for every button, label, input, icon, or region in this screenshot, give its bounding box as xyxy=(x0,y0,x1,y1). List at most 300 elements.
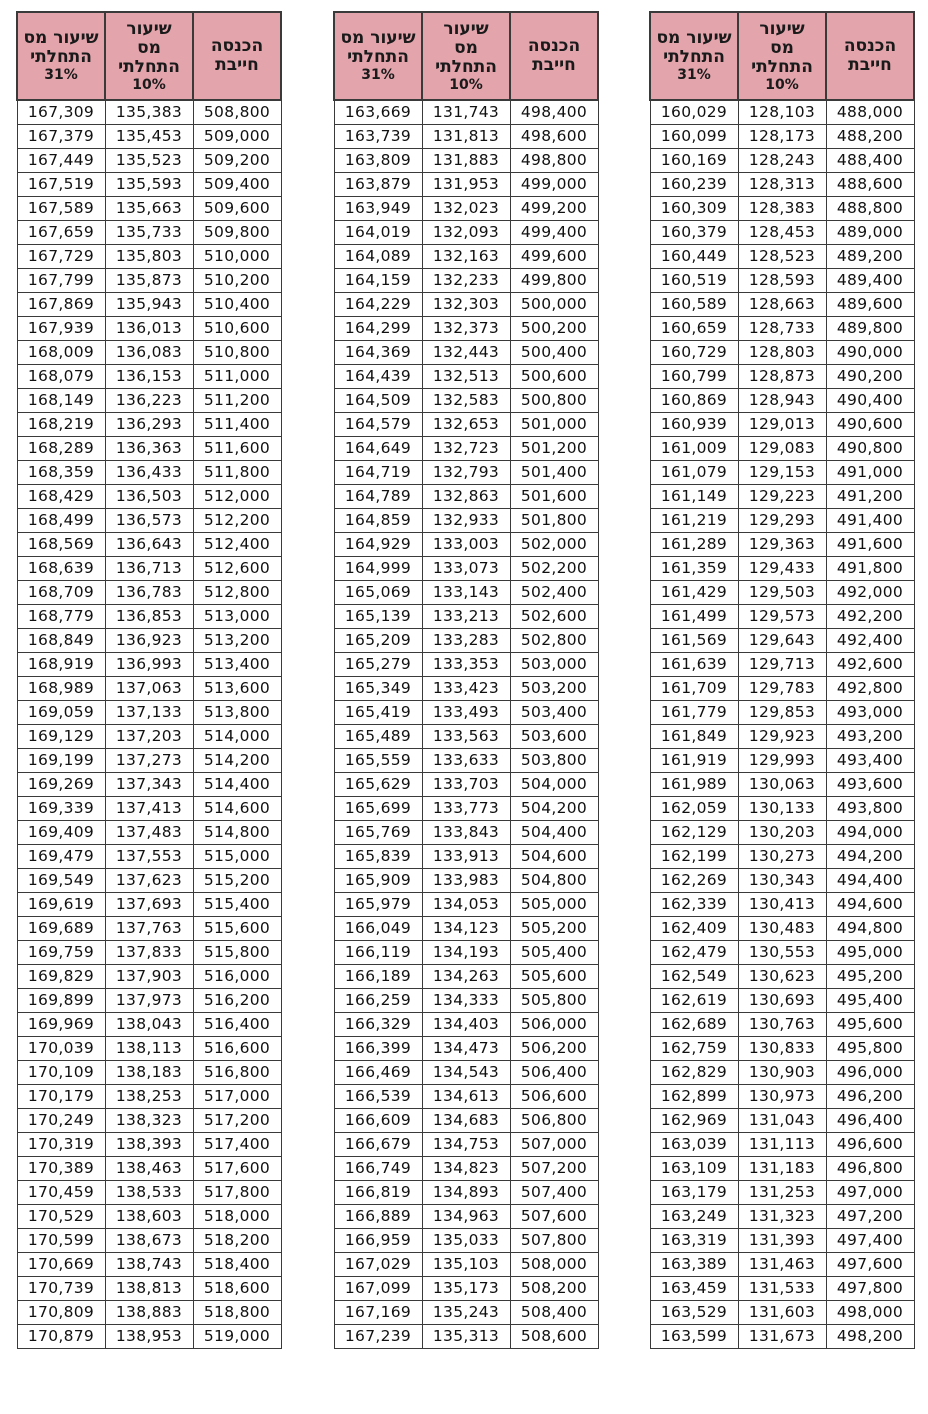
table-row xyxy=(17,293,281,317)
cell-taxable-income: 507,800 xyxy=(510,1229,598,1253)
table-row xyxy=(650,1205,914,1229)
cell-taxable-income: 513,400 xyxy=(193,653,281,677)
cell-initial-tax-10: 131,813 xyxy=(422,125,510,149)
table-row xyxy=(334,413,598,437)
cell-taxable-income: 491,600 xyxy=(826,533,914,557)
cell-taxable-income: 499,200 xyxy=(510,197,598,221)
table-row xyxy=(334,1157,598,1181)
cell-initial-tax-31: 163,249 xyxy=(650,1205,738,1229)
cell-taxable-income: 492,200 xyxy=(826,605,914,629)
cell-initial-tax-10: 135,243 xyxy=(422,1301,510,1325)
cell-taxable-income: 510,000 xyxy=(193,245,281,269)
table-row xyxy=(17,1013,281,1037)
cell-taxable-income: 513,200 xyxy=(193,629,281,653)
cell-initial-tax-10: 133,843 xyxy=(422,821,510,845)
cell-taxable-income: 506,200 xyxy=(510,1037,598,1061)
cell-taxable-income: 504,600 xyxy=(510,845,598,869)
cell-taxable-income: 498,400 xyxy=(510,100,598,125)
cell-initial-tax-10: 135,453 xyxy=(105,125,193,149)
cell-initial-tax-10: 135,943 xyxy=(105,293,193,317)
cell-initial-tax-31: 161,989 xyxy=(650,773,738,797)
header-line: התחלתי xyxy=(118,56,180,77)
table-row xyxy=(17,749,281,773)
cell-initial-tax-31: 164,999 xyxy=(334,557,422,581)
cell-taxable-income: 496,400 xyxy=(826,1109,914,1133)
cell-initial-tax-31: 160,029 xyxy=(650,100,738,125)
table-row xyxy=(650,1013,914,1037)
cell-initial-tax-31: 163,669 xyxy=(334,100,422,125)
table-row xyxy=(650,173,914,197)
header-line: שיעור xyxy=(443,18,489,39)
cell-initial-tax-10: 130,063 xyxy=(738,773,826,797)
cell-initial-tax-10: 136,713 xyxy=(105,557,193,581)
cell-taxable-income: 509,200 xyxy=(193,149,281,173)
cell-initial-tax-31: 164,509 xyxy=(334,389,422,413)
table-row xyxy=(334,1013,598,1037)
cell-initial-tax-31: 170,809 xyxy=(17,1301,105,1325)
cell-initial-tax-10: 134,963 xyxy=(422,1205,510,1229)
table-body xyxy=(17,100,281,1349)
cell-taxable-income: 489,200 xyxy=(826,245,914,269)
cell-initial-tax-31: 165,419 xyxy=(334,701,422,725)
cell-initial-tax-31: 164,929 xyxy=(334,533,422,557)
cell-initial-tax-31: 166,609 xyxy=(334,1109,422,1133)
header-initial-tax-10 xyxy=(422,12,510,100)
table-row xyxy=(334,1205,598,1229)
cell-initial-tax-31: 169,409 xyxy=(17,821,105,845)
cell-taxable-income: 502,000 xyxy=(510,533,598,557)
cell-initial-tax-31: 161,709 xyxy=(650,677,738,701)
cell-initial-tax-10: 131,743 xyxy=(422,100,510,125)
table-row xyxy=(650,1301,914,1325)
table-row xyxy=(17,1037,281,1061)
cell-initial-tax-31: 162,199 xyxy=(650,845,738,869)
cell-taxable-income: 512,600 xyxy=(193,557,281,581)
cell-initial-tax-10: 135,733 xyxy=(105,221,193,245)
cell-initial-tax-31: 160,659 xyxy=(650,317,738,341)
table-row xyxy=(334,917,598,941)
cell-initial-tax-31: 162,759 xyxy=(650,1037,738,1061)
table-row xyxy=(334,245,598,269)
cell-taxable-income: 509,800 xyxy=(193,221,281,245)
cell-initial-tax-31: 160,379 xyxy=(650,221,738,245)
header-line: שיעור מס xyxy=(23,28,99,48)
cell-initial-tax-10: 134,263 xyxy=(422,965,510,989)
cell-initial-tax-10: 129,503 xyxy=(738,581,826,605)
cell-initial-tax-10: 138,043 xyxy=(105,1013,193,1037)
cell-taxable-income: 515,800 xyxy=(193,941,281,965)
cell-initial-tax-31: 161,359 xyxy=(650,557,738,581)
table-row xyxy=(334,749,598,773)
header-line: חייבת xyxy=(848,55,892,75)
cell-initial-tax-31: 161,569 xyxy=(650,629,738,653)
cell-initial-tax-31: 166,889 xyxy=(334,1205,422,1229)
table-row xyxy=(650,965,914,989)
cell-initial-tax-31: 170,599 xyxy=(17,1229,105,1253)
cell-initial-tax-10: 129,573 xyxy=(738,605,826,629)
cell-taxable-income: 519,000 xyxy=(193,1325,281,1349)
cell-initial-tax-31: 167,869 xyxy=(17,293,105,317)
cell-initial-tax-10: 128,803 xyxy=(738,341,826,365)
cell-initial-tax-31: 168,709 xyxy=(17,581,105,605)
cell-taxable-income: 518,600 xyxy=(193,1277,281,1301)
cell-initial-tax-31: 169,619 xyxy=(17,893,105,917)
table-row xyxy=(334,869,598,893)
cell-initial-tax-10: 135,523 xyxy=(105,149,193,173)
cell-taxable-income: 505,800 xyxy=(510,989,598,1013)
cell-taxable-income: 499,000 xyxy=(510,173,598,197)
table-row xyxy=(650,461,914,485)
cell-taxable-income: 492,600 xyxy=(826,653,914,677)
table-row xyxy=(17,365,281,389)
cell-initial-tax-31: 167,519 xyxy=(17,173,105,197)
cell-initial-tax-10: 129,993 xyxy=(738,749,826,773)
table-row xyxy=(17,100,281,125)
cell-initial-tax-10: 128,453 xyxy=(738,221,826,245)
cell-taxable-income: 518,000 xyxy=(193,1205,281,1229)
header-percent: 10% xyxy=(132,76,166,93)
table-row xyxy=(334,989,598,1013)
cell-taxable-income: 498,000 xyxy=(826,1301,914,1325)
table-row xyxy=(334,389,598,413)
table-row xyxy=(334,100,598,125)
cell-initial-tax-31: 165,279 xyxy=(334,653,422,677)
cell-initial-tax-10: 129,783 xyxy=(738,677,826,701)
table-row xyxy=(17,965,281,989)
table-row xyxy=(334,509,598,533)
cell-initial-tax-31: 167,099 xyxy=(334,1277,422,1301)
cell-initial-tax-10: 137,483 xyxy=(105,821,193,845)
cell-initial-tax-10: 133,213 xyxy=(422,605,510,629)
cell-initial-tax-31: 161,289 xyxy=(650,533,738,557)
cell-initial-tax-31: 170,879 xyxy=(17,1325,105,1349)
table-row xyxy=(334,845,598,869)
cell-initial-tax-31: 161,779 xyxy=(650,701,738,725)
cell-initial-tax-10: 130,133 xyxy=(738,797,826,821)
cell-initial-tax-10: 131,463 xyxy=(738,1253,826,1277)
cell-taxable-income: 497,000 xyxy=(826,1181,914,1205)
table-row xyxy=(650,1325,914,1349)
table-row xyxy=(17,317,281,341)
cell-initial-tax-31: 166,329 xyxy=(334,1013,422,1037)
cell-taxable-income: 489,000 xyxy=(826,221,914,245)
cell-initial-tax-10: 135,173 xyxy=(422,1277,510,1301)
cell-initial-tax-10: 134,613 xyxy=(422,1085,510,1109)
cell-taxable-income: 502,800 xyxy=(510,629,598,653)
table-row xyxy=(17,1325,281,1349)
cell-taxable-income: 516,000 xyxy=(193,965,281,989)
cell-taxable-income: 493,000 xyxy=(826,701,914,725)
cell-initial-tax-31: 170,179 xyxy=(17,1085,105,1109)
cell-initial-tax-31: 167,939 xyxy=(17,317,105,341)
table-row xyxy=(17,557,281,581)
table-row xyxy=(17,845,281,869)
cell-initial-tax-10: 137,623 xyxy=(105,869,193,893)
cell-taxable-income: 500,000 xyxy=(510,293,598,317)
cell-initial-tax-10: 138,113 xyxy=(105,1037,193,1061)
cell-initial-tax-31: 168,359 xyxy=(17,461,105,485)
cell-initial-tax-31: 165,559 xyxy=(334,749,422,773)
cell-initial-tax-10: 134,193 xyxy=(422,941,510,965)
table-row xyxy=(334,125,598,149)
cell-taxable-income: 504,000 xyxy=(510,773,598,797)
header-line: שיעור מס xyxy=(340,28,416,48)
table-row xyxy=(650,749,914,773)
table-row xyxy=(17,701,281,725)
table-row xyxy=(650,509,914,533)
cell-taxable-income: 502,200 xyxy=(510,557,598,581)
table-row xyxy=(17,245,281,269)
cell-initial-tax-31: 164,159 xyxy=(334,269,422,293)
cell-taxable-income: 501,400 xyxy=(510,461,598,485)
cell-initial-tax-31: 167,239 xyxy=(334,1325,422,1349)
table-row xyxy=(334,1253,598,1277)
cell-initial-tax-31: 163,109 xyxy=(650,1157,738,1181)
cell-taxable-income: 491,200 xyxy=(826,485,914,509)
cell-initial-tax-10: 138,603 xyxy=(105,1205,193,1229)
cell-initial-tax-31: 168,429 xyxy=(17,485,105,509)
cell-taxable-income: 511,400 xyxy=(193,413,281,437)
table-row xyxy=(17,629,281,653)
cell-initial-tax-10: 130,553 xyxy=(738,941,826,965)
cell-taxable-income: 498,600 xyxy=(510,125,598,149)
cell-taxable-income: 512,400 xyxy=(193,533,281,557)
cell-initial-tax-10: 130,763 xyxy=(738,1013,826,1037)
cell-taxable-income: 515,000 xyxy=(193,845,281,869)
cell-initial-tax-10: 136,433 xyxy=(105,461,193,485)
table-row xyxy=(650,917,914,941)
cell-taxable-income: 495,200 xyxy=(826,965,914,989)
cell-taxable-income: 500,800 xyxy=(510,389,598,413)
table-row xyxy=(334,533,598,557)
tax-table-left xyxy=(16,11,282,1349)
cell-taxable-income: 492,800 xyxy=(826,677,914,701)
cell-initial-tax-10: 135,593 xyxy=(105,173,193,197)
cell-initial-tax-10: 133,563 xyxy=(422,725,510,749)
cell-initial-tax-31: 160,939 xyxy=(650,413,738,437)
cell-initial-tax-10: 137,973 xyxy=(105,989,193,1013)
table-row xyxy=(17,1277,281,1301)
cell-initial-tax-10: 132,023 xyxy=(422,197,510,221)
cell-initial-tax-10: 129,223 xyxy=(738,485,826,509)
table-body xyxy=(334,100,598,1349)
table-row xyxy=(17,1061,281,1085)
cell-initial-tax-31: 163,389 xyxy=(650,1253,738,1277)
cell-initial-tax-10: 132,793 xyxy=(422,461,510,485)
table-row xyxy=(17,941,281,965)
cell-initial-tax-31: 164,719 xyxy=(334,461,422,485)
cell-initial-tax-31: 163,529 xyxy=(650,1301,738,1325)
cell-initial-tax-10: 130,343 xyxy=(738,869,826,893)
cell-initial-tax-10: 134,683 xyxy=(422,1109,510,1133)
table-row xyxy=(650,125,914,149)
table-row xyxy=(334,221,598,245)
cell-taxable-income: 508,800 xyxy=(193,100,281,125)
cell-initial-tax-10: 136,083 xyxy=(105,341,193,365)
cell-initial-tax-10: 133,003 xyxy=(422,533,510,557)
cell-initial-tax-31: 163,809 xyxy=(334,149,422,173)
cell-taxable-income: 492,400 xyxy=(826,629,914,653)
cell-initial-tax-31: 168,499 xyxy=(17,509,105,533)
cell-initial-tax-10: 130,693 xyxy=(738,989,826,1013)
cell-initial-tax-31: 163,879 xyxy=(334,173,422,197)
table-row xyxy=(334,1277,598,1301)
cell-initial-tax-31: 162,129 xyxy=(650,821,738,845)
cell-initial-tax-10: 129,153 xyxy=(738,461,826,485)
cell-taxable-income: 511,200 xyxy=(193,389,281,413)
cell-initial-tax-31: 165,349 xyxy=(334,677,422,701)
cell-initial-tax-31: 161,499 xyxy=(650,605,738,629)
cell-taxable-income: 516,800 xyxy=(193,1061,281,1085)
cell-initial-tax-10: 132,863 xyxy=(422,485,510,509)
cell-initial-tax-31: 160,869 xyxy=(650,389,738,413)
cell-initial-tax-10: 132,933 xyxy=(422,509,510,533)
table-row xyxy=(334,821,598,845)
cell-initial-tax-31: 162,479 xyxy=(650,941,738,965)
cell-taxable-income: 494,800 xyxy=(826,917,914,941)
cell-initial-tax-31: 162,899 xyxy=(650,1085,738,1109)
cell-taxable-income: 509,400 xyxy=(193,173,281,197)
cell-initial-tax-10: 137,413 xyxy=(105,797,193,821)
cell-taxable-income: 488,000 xyxy=(826,100,914,125)
cell-taxable-income: 515,400 xyxy=(193,893,281,917)
table-row xyxy=(334,1229,598,1253)
table-row xyxy=(334,1109,598,1133)
header-percent: 31% xyxy=(677,67,711,83)
cell-initial-tax-10: 131,253 xyxy=(738,1181,826,1205)
table-row xyxy=(334,437,598,461)
cell-initial-tax-10: 128,173 xyxy=(738,125,826,149)
cell-initial-tax-31: 168,149 xyxy=(17,389,105,413)
cell-initial-tax-31: 162,269 xyxy=(650,869,738,893)
cell-initial-tax-31: 169,339 xyxy=(17,797,105,821)
cell-initial-tax-10: 129,083 xyxy=(738,437,826,461)
header-line: הכנסה xyxy=(527,36,581,56)
cell-initial-tax-31: 167,029 xyxy=(334,1253,422,1277)
header-initial-tax-10 xyxy=(105,12,193,100)
table-row xyxy=(334,173,598,197)
cell-initial-tax-10: 136,853 xyxy=(105,605,193,629)
cell-initial-tax-10: 138,673 xyxy=(105,1229,193,1253)
cell-taxable-income: 497,200 xyxy=(826,1205,914,1229)
cell-taxable-income: 515,200 xyxy=(193,869,281,893)
cell-initial-tax-10: 129,363 xyxy=(738,533,826,557)
cell-initial-tax-31: 164,019 xyxy=(334,221,422,245)
cell-taxable-income: 511,600 xyxy=(193,437,281,461)
header-line: התחלתי xyxy=(347,47,409,67)
table-row xyxy=(334,1133,598,1157)
cell-initial-tax-31: 164,229 xyxy=(334,293,422,317)
cell-initial-tax-31: 167,729 xyxy=(17,245,105,269)
cell-initial-tax-10: 136,293 xyxy=(105,413,193,437)
table-row xyxy=(650,485,914,509)
cell-initial-tax-31: 164,439 xyxy=(334,365,422,389)
cell-initial-tax-31: 169,689 xyxy=(17,917,105,941)
cell-initial-tax-31: 165,209 xyxy=(334,629,422,653)
cell-initial-tax-31: 164,789 xyxy=(334,485,422,509)
cell-taxable-income: 503,600 xyxy=(510,725,598,749)
cell-initial-tax-31: 160,449 xyxy=(650,245,738,269)
table-row xyxy=(17,197,281,221)
cell-initial-tax-10: 137,063 xyxy=(105,677,193,701)
cell-initial-tax-10: 130,623 xyxy=(738,965,826,989)
header-taxable-income xyxy=(193,12,281,100)
cell-taxable-income: 510,400 xyxy=(193,293,281,317)
cell-taxable-income: 507,600 xyxy=(510,1205,598,1229)
cell-taxable-income: 518,200 xyxy=(193,1229,281,1253)
cell-initial-tax-10: 133,913 xyxy=(422,845,510,869)
cell-taxable-income: 490,600 xyxy=(826,413,914,437)
table-row xyxy=(334,725,598,749)
cell-taxable-income: 500,200 xyxy=(510,317,598,341)
cell-taxable-income: 488,800 xyxy=(826,197,914,221)
cell-initial-tax-10: 132,653 xyxy=(422,413,510,437)
table-row xyxy=(650,653,914,677)
cell-taxable-income: 513,800 xyxy=(193,701,281,725)
cell-initial-tax-10: 133,773 xyxy=(422,797,510,821)
table-header xyxy=(334,12,598,100)
table-header xyxy=(650,12,914,100)
cell-initial-tax-10: 137,133 xyxy=(105,701,193,725)
table-row xyxy=(334,773,598,797)
cell-initial-tax-10: 130,833 xyxy=(738,1037,826,1061)
cell-initial-tax-31: 170,669 xyxy=(17,1253,105,1277)
cell-initial-tax-10: 138,393 xyxy=(105,1133,193,1157)
cell-initial-tax-31: 164,089 xyxy=(334,245,422,269)
table-row xyxy=(334,1181,598,1205)
cell-taxable-income: 503,200 xyxy=(510,677,598,701)
cell-initial-tax-10: 136,783 xyxy=(105,581,193,605)
table-row xyxy=(650,365,914,389)
cell-taxable-income: 510,800 xyxy=(193,341,281,365)
cell-initial-tax-10: 128,243 xyxy=(738,149,826,173)
table-row xyxy=(650,581,914,605)
cell-initial-tax-10: 130,203 xyxy=(738,821,826,845)
cell-taxable-income: 508,600 xyxy=(510,1325,598,1349)
cell-taxable-income: 488,400 xyxy=(826,149,914,173)
cell-taxable-income: 489,600 xyxy=(826,293,914,317)
cell-taxable-income: 511,800 xyxy=(193,461,281,485)
cell-taxable-income: 494,600 xyxy=(826,893,914,917)
cell-taxable-income: 496,200 xyxy=(826,1085,914,1109)
table-row xyxy=(334,677,598,701)
cell-taxable-income: 494,200 xyxy=(826,845,914,869)
cell-initial-tax-31: 163,179 xyxy=(650,1181,738,1205)
cell-initial-tax-31: 167,589 xyxy=(17,197,105,221)
cell-initial-tax-10: 133,073 xyxy=(422,557,510,581)
table-row xyxy=(334,365,598,389)
table-row xyxy=(17,1301,281,1325)
cell-initial-tax-31: 166,259 xyxy=(334,989,422,1013)
cell-initial-tax-10: 133,493 xyxy=(422,701,510,725)
cell-initial-tax-31: 168,289 xyxy=(17,437,105,461)
table-row xyxy=(650,773,914,797)
table-row xyxy=(650,1181,914,1205)
cell-taxable-income: 489,400 xyxy=(826,269,914,293)
table-row xyxy=(334,1037,598,1061)
table-row xyxy=(17,1205,281,1229)
cell-initial-tax-10: 131,393 xyxy=(738,1229,826,1253)
cell-initial-tax-10: 135,873 xyxy=(105,269,193,293)
cell-taxable-income: 509,600 xyxy=(193,197,281,221)
cell-initial-tax-10: 136,573 xyxy=(105,509,193,533)
cell-initial-tax-31: 162,059 xyxy=(650,797,738,821)
table-row xyxy=(334,701,598,725)
cell-initial-tax-31: 165,489 xyxy=(334,725,422,749)
cell-taxable-income: 516,600 xyxy=(193,1037,281,1061)
cell-taxable-income: 498,200 xyxy=(826,1325,914,1349)
cell-initial-tax-31: 165,839 xyxy=(334,845,422,869)
